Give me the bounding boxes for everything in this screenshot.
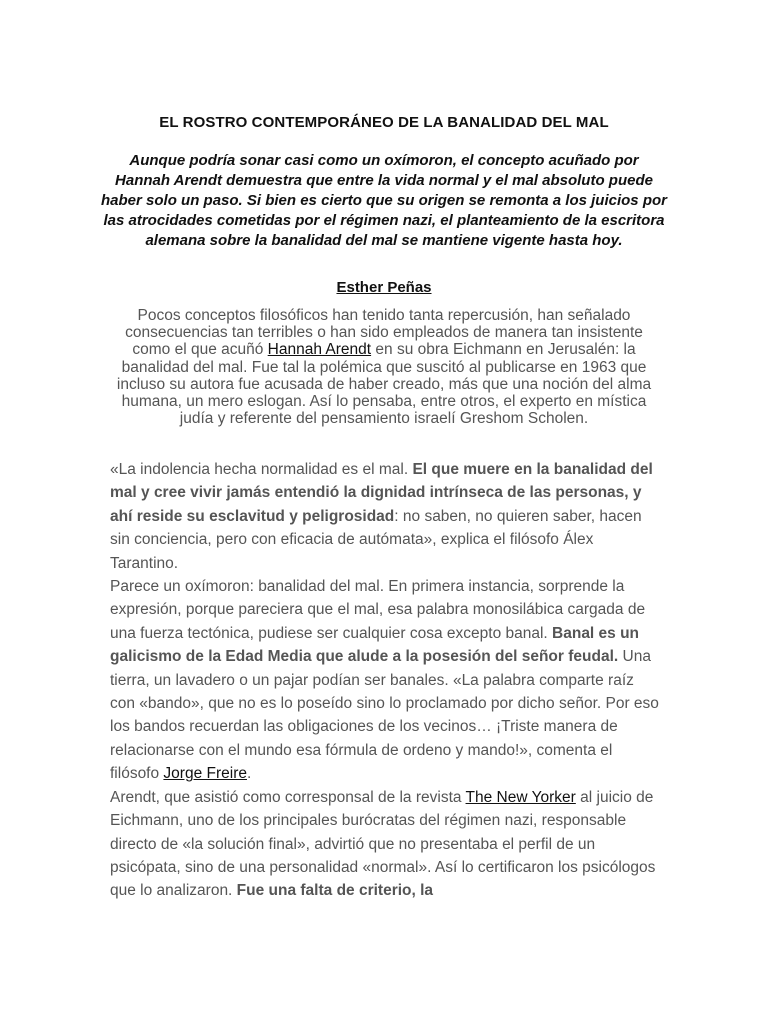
- p2-text-2: Una tierra, un lavadero o un pajar podían ser banales. «La palabra comparte raíz con «bando», que no es lo poseído sino lo proclamado por dicho señor. Por eso los bandos recuerdan las obligaciones de los vecinos… ¡Triste manera de relacionarse con el mundo esa fórmula de ordeno y mando!», comenta el filósofo: [110, 648, 659, 783]
- p3-bold-1: Fue una falta de criterio, la: [236, 882, 434, 900]
- p3-text-1: Arendt, que asistió como corresponsal de la revista: [110, 788, 466, 806]
- intro-text-2: en su obra Eichmann en Jerusalén: la banalidad del mal. Fue tal la polémica que suscitó al publicarse en 1963 que incluso su autora fue acusada de haber creado, más que una noción del alma humana, un mero eslogan. Así lo pensaba, entre otros, el experto en mística judía y referente del pensamiento israelí Greshom Scholen.: [116, 341, 652, 428]
- p2-text-1: Parece un oxímoron: banalidad del mal. En primera instancia, sorprende la expresión, porque pareciera que el mal, esa palabra monosilábica cargada de una fuerza tectónica, pudiese ser cualquier cosa excepto banal.: [110, 578, 646, 642]
- author-link[interactable]: Esther Peñas: [336, 279, 432, 296]
- body-paragraph-3: [110, 786, 662, 903]
- p1-text-1: «La indolencia hecha normalidad es el mal.: [110, 461, 413, 478]
- p3-text-2: al juicio de Eichmann, uno de los principales burócratas del régimen nazi, responsable directo de «la solución final», advirtió que no presentaba el perfil de un psicópata, sino de una personalidad «normal». Así lo certificaron los psicólogos que lo analizaron.: [110, 788, 656, 900]
- intro-text-1: Pocos conceptos filosóficos han tenido tanta repercusión, han señalado consecuencias tan terribles o han sido empleados de manera tan insistente como el que acuñó: [125, 307, 643, 359]
- body-paragraph-2: [110, 575, 662, 786]
- article-author: [0, 279, 768, 296]
- hannah-arendt-link[interactable]: Hannah Arendt: [267, 341, 372, 359]
- body-paragraph-1: [110, 458, 662, 575]
- new-yorker-link[interactable]: The New Yorker: [465, 788, 576, 806]
- p1-text-2: : no saben, no quieren saber, hacen sin conciencia, pero con eficacia de autómata», explica el filósofo Álex Tarantino.: [110, 507, 642, 572]
- article-title: EL ROSTRO CONTEMPORÁNEO DE LA BANALIDAD DEL MAL: [159, 114, 609, 131]
- jorge-freire-link[interactable]: Jorge Freire: [163, 765, 247, 783]
- article-lede: Aunque podría sonar casi como un oxímoron, el concepto acuñado por Hannah Arendt demuestra que entre la vida normal y el mal absoluto puede haber solo un paso. Si bien es cierto que su origen se remonta a los juicios por las atrocidades cometidas por el régimen nazi, el planteamiento de la escritora alemana sobre la banalidad del mal se mantiene vigente hasta hoy.: [101, 152, 667, 249]
- intro-paragraph: [104, 307, 664, 427]
- p2-text-3: .: [246, 765, 252, 783]
- p2-bold-1: Banal es un galicismo de la Edad Media que alude a la posesión del señor feudal.: [110, 624, 640, 666]
- article-body: [110, 458, 662, 903]
- p1-bold-1: El que muere en la banalidad del mal y cree vivir jamás entendió la dignidad intrínseca de las personas, y ahí reside su esclavitud y peligrosidad: [110, 461, 653, 525]
